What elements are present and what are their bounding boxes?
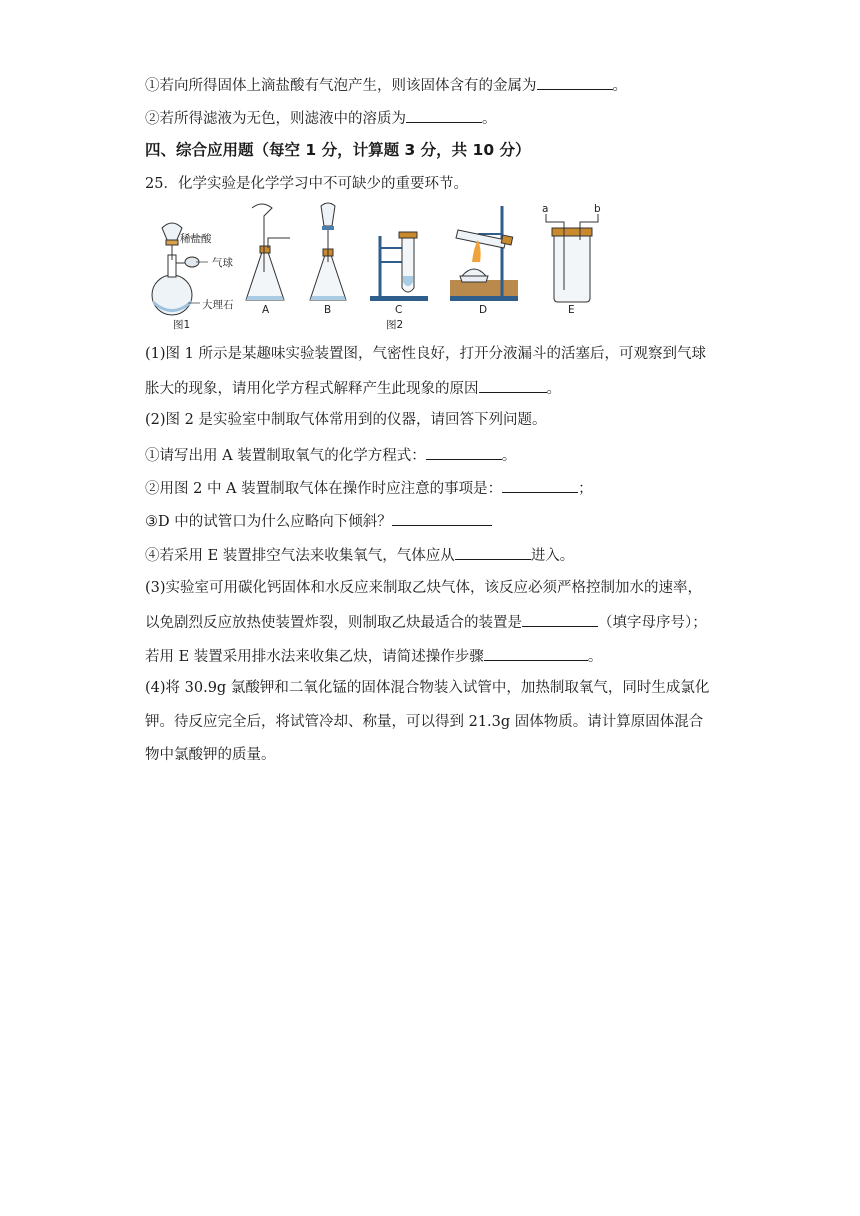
answer-blank[interactable] bbox=[426, 444, 502, 460]
q24-part1: ①若向所得固体上滴盐酸有气泡产生，则该固体含有的金属为 。 bbox=[145, 74, 627, 96]
fig1-label-acid: 稀盐酸 bbox=[180, 233, 212, 245]
fig1-caption: 图1 bbox=[173, 319, 191, 331]
answer-blank[interactable] bbox=[406, 107, 482, 123]
apparatus-A bbox=[246, 204, 290, 300]
q25-part3-line1: (3)实验室可用碳化钙固体和水反应来制取乙炔气体，该反应必须严格控制加水的速率， bbox=[145, 580, 703, 596]
q24-part2-text: ②若所得滤液为无色，则滤液中的溶质为 bbox=[145, 111, 406, 127]
fig1-label-marble: 大理石 bbox=[202, 299, 234, 311]
label-port-b: b bbox=[594, 203, 601, 215]
q25-intro: 25．化学实验是化学学习中不可缺少的重要环节。 bbox=[145, 176, 468, 192]
q25-part4-line1: (4)将 30.9g 氯酸钾和二氧化锰的固体混合物装入试管中，加热制取氧气，同时生成氯化 bbox=[145, 680, 710, 696]
q25-part2-intro: (2)图 2 是实验室中制取气体常用到的仪器，请回答下列问题。 bbox=[145, 412, 547, 428]
q25-part3-line3: 若用 E 装置采用排水法来收集乙炔，请简述操作步骤 。 bbox=[145, 645, 602, 667]
section-heading: 四、综合应用题（每空 1 分，计算题 3 分，共 10 分） bbox=[145, 141, 531, 159]
q24-part1-text: ①若向所得固体上滴盐酸有气泡产生，则该固体含有的金属为 bbox=[145, 78, 537, 94]
label-B: B bbox=[324, 304, 332, 316]
apparatus-B bbox=[310, 203, 346, 300]
label-E: E bbox=[568, 304, 575, 316]
apparatus-D bbox=[450, 206, 518, 301]
label-D: D bbox=[479, 304, 488, 316]
label-A: A bbox=[262, 304, 270, 316]
q25-part1-line1: (1)图 1 所示是某趣味实验装置图，气密性良好，打开分液漏斗的活塞后，可观察到气球 bbox=[145, 346, 706, 362]
fig2-caption: 图2 bbox=[386, 319, 404, 331]
answer-blank[interactable] bbox=[455, 544, 531, 560]
q25-part2-q4: ④若采用 E 装置排空气法来收集氧气，气体应从 进入。 bbox=[145, 544, 574, 566]
apparatus-C bbox=[370, 232, 428, 301]
q25-part3-line2: 以免剧烈反应放热使装置炸裂，则制取乙炔最适合的装置是 （填字母序号）； bbox=[145, 611, 707, 633]
q25-part4-line3: 物中氯酸钾的质量。 bbox=[145, 747, 276, 763]
label-port-a: a bbox=[542, 203, 549, 215]
q25-part2-q1: ①请写出用 A 装置制取氧气的化学方程式： 。 bbox=[145, 444, 516, 466]
answer-blank[interactable] bbox=[537, 74, 613, 90]
answer-blank[interactable] bbox=[522, 611, 598, 627]
answer-blank[interactable] bbox=[502, 477, 578, 493]
q25-part2-q3: ③D 中的试管口为什么应略向下倾斜？ bbox=[145, 510, 492, 532]
label-C: C bbox=[395, 304, 403, 316]
fig1-label-balloon: 气球 bbox=[212, 257, 233, 269]
q24-part2: ②若所得滤液为无色，则滤液中的溶质为 。 bbox=[145, 107, 497, 129]
answer-blank[interactable] bbox=[479, 377, 547, 393]
apparatus-figure bbox=[140, 200, 600, 335]
q25-part4-line2: 钾。待反应完全后，将试管冷却、称量，可以得到 21.3g 固体物质。请计算原固体混合 bbox=[145, 714, 704, 730]
answer-blank[interactable] bbox=[392, 510, 492, 526]
q25-part2-q2: ②用图 2 中 A 装置制取气体在操作时应注意的事项是： ； bbox=[145, 477, 593, 499]
apparatus-E bbox=[546, 214, 598, 302]
q25-part1-line2: 胀大的现象，请用化学方程式解释产生此现象的原因 。 bbox=[145, 377, 561, 399]
answer-blank[interactable] bbox=[484, 645, 588, 661]
